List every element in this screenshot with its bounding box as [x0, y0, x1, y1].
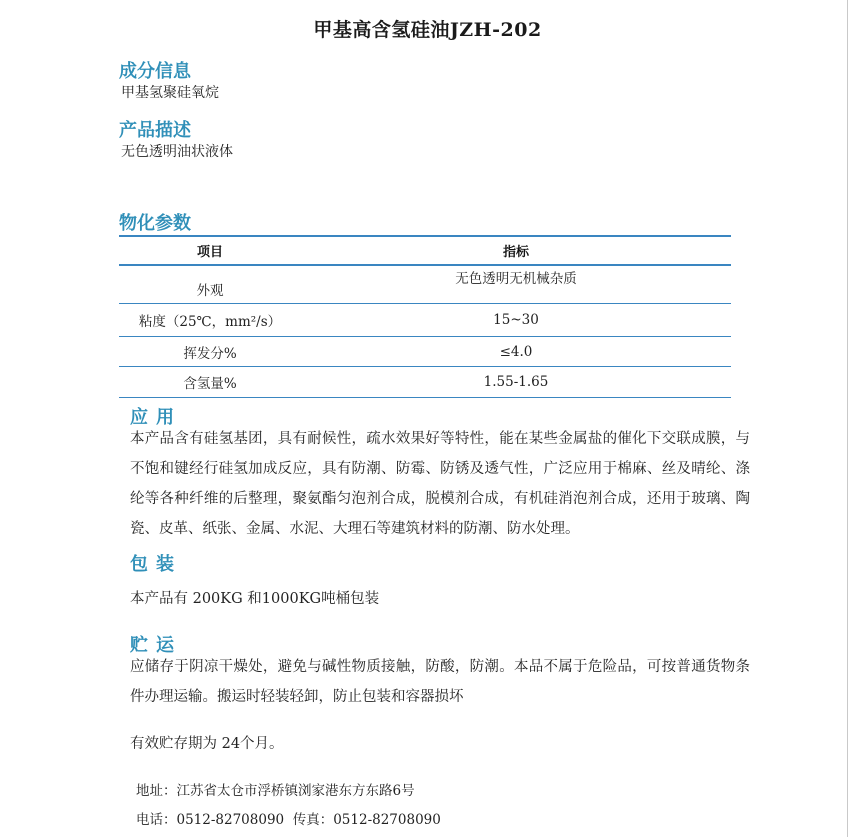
table-row	[119, 265, 731, 304]
application-text: 本产品含有硅氢基团，具有耐候性，疏水效果好等特性，能在某些金属盐的催化下交联成膜，与不饱和键经行硅氢加成反应，具有防潮、防霉、防锈及透气性，广泛应用于棉麻、丝及晴纶、涤纶等各种纤维的后整理，聚氨酯匀泡剂合成，脱模剂合成，有机硅消泡剂合成，还用于玻璃、陶瓷、皮革、纸张、金属、水泥、大理石等建筑材料的防潮、防水处理。	[130, 431, 750, 537]
application-heading: 应用	[130, 407, 182, 428]
row-item: 挥发分%	[119, 337, 301, 367]
column-header-item: 项目	[119, 236, 301, 265]
packaging-heading: 包装	[130, 554, 182, 575]
row-value: 无色透明无机械杂质	[301, 265, 731, 304]
storage-text: 应储存于阴凉干燥处，避免与碱性物质接触，防酸，防潮。本品不属于危险品，可按普通货物条件办理运输。搬运时轻装轻卸，防止包装和容器损坏	[130, 659, 750, 705]
storage-heading: 贮运	[130, 635, 182, 656]
row-item: 含氢量%	[119, 367, 301, 398]
row-item: 粘度（25℃，mm²/s）	[119, 304, 301, 337]
table-row	[119, 367, 731, 398]
description-heading: 产品描述	[119, 120, 191, 141]
table-row	[119, 337, 731, 367]
contact-phone-fax: 电话：0512-82708090 传真：0512-82708090	[136, 812, 441, 828]
shelf-life-text: 有效贮存期为 24个月。	[130, 736, 284, 752]
row-value: 1.55-1.65	[301, 367, 731, 398]
properties-heading: 物化参数	[119, 213, 191, 234]
properties-table	[119, 235, 731, 398]
row-item: 外观	[119, 265, 301, 304]
page-edge-line	[847, 0, 848, 837]
row-value: 15~30	[301, 304, 731, 337]
description-text: 无色透明油状液体	[121, 144, 233, 160]
table-header-row	[119, 236, 731, 265]
contact-address: 地址：江苏省太仓市浮桥镇浏家港东方东路6号	[136, 783, 415, 799]
row-value: ≤4.0	[301, 337, 731, 367]
composition-text: 甲基氢聚硅氧烷	[121, 85, 219, 101]
packaging-text: 本产品有 200KG 和1000KG吨桶包装	[130, 591, 380, 607]
table-row	[119, 304, 731, 337]
column-header-value: 指标	[301, 236, 731, 265]
document-title: 甲基高含氢硅油JZH-202	[313, 19, 542, 41]
composition-heading: 成分信息	[119, 61, 191, 82]
